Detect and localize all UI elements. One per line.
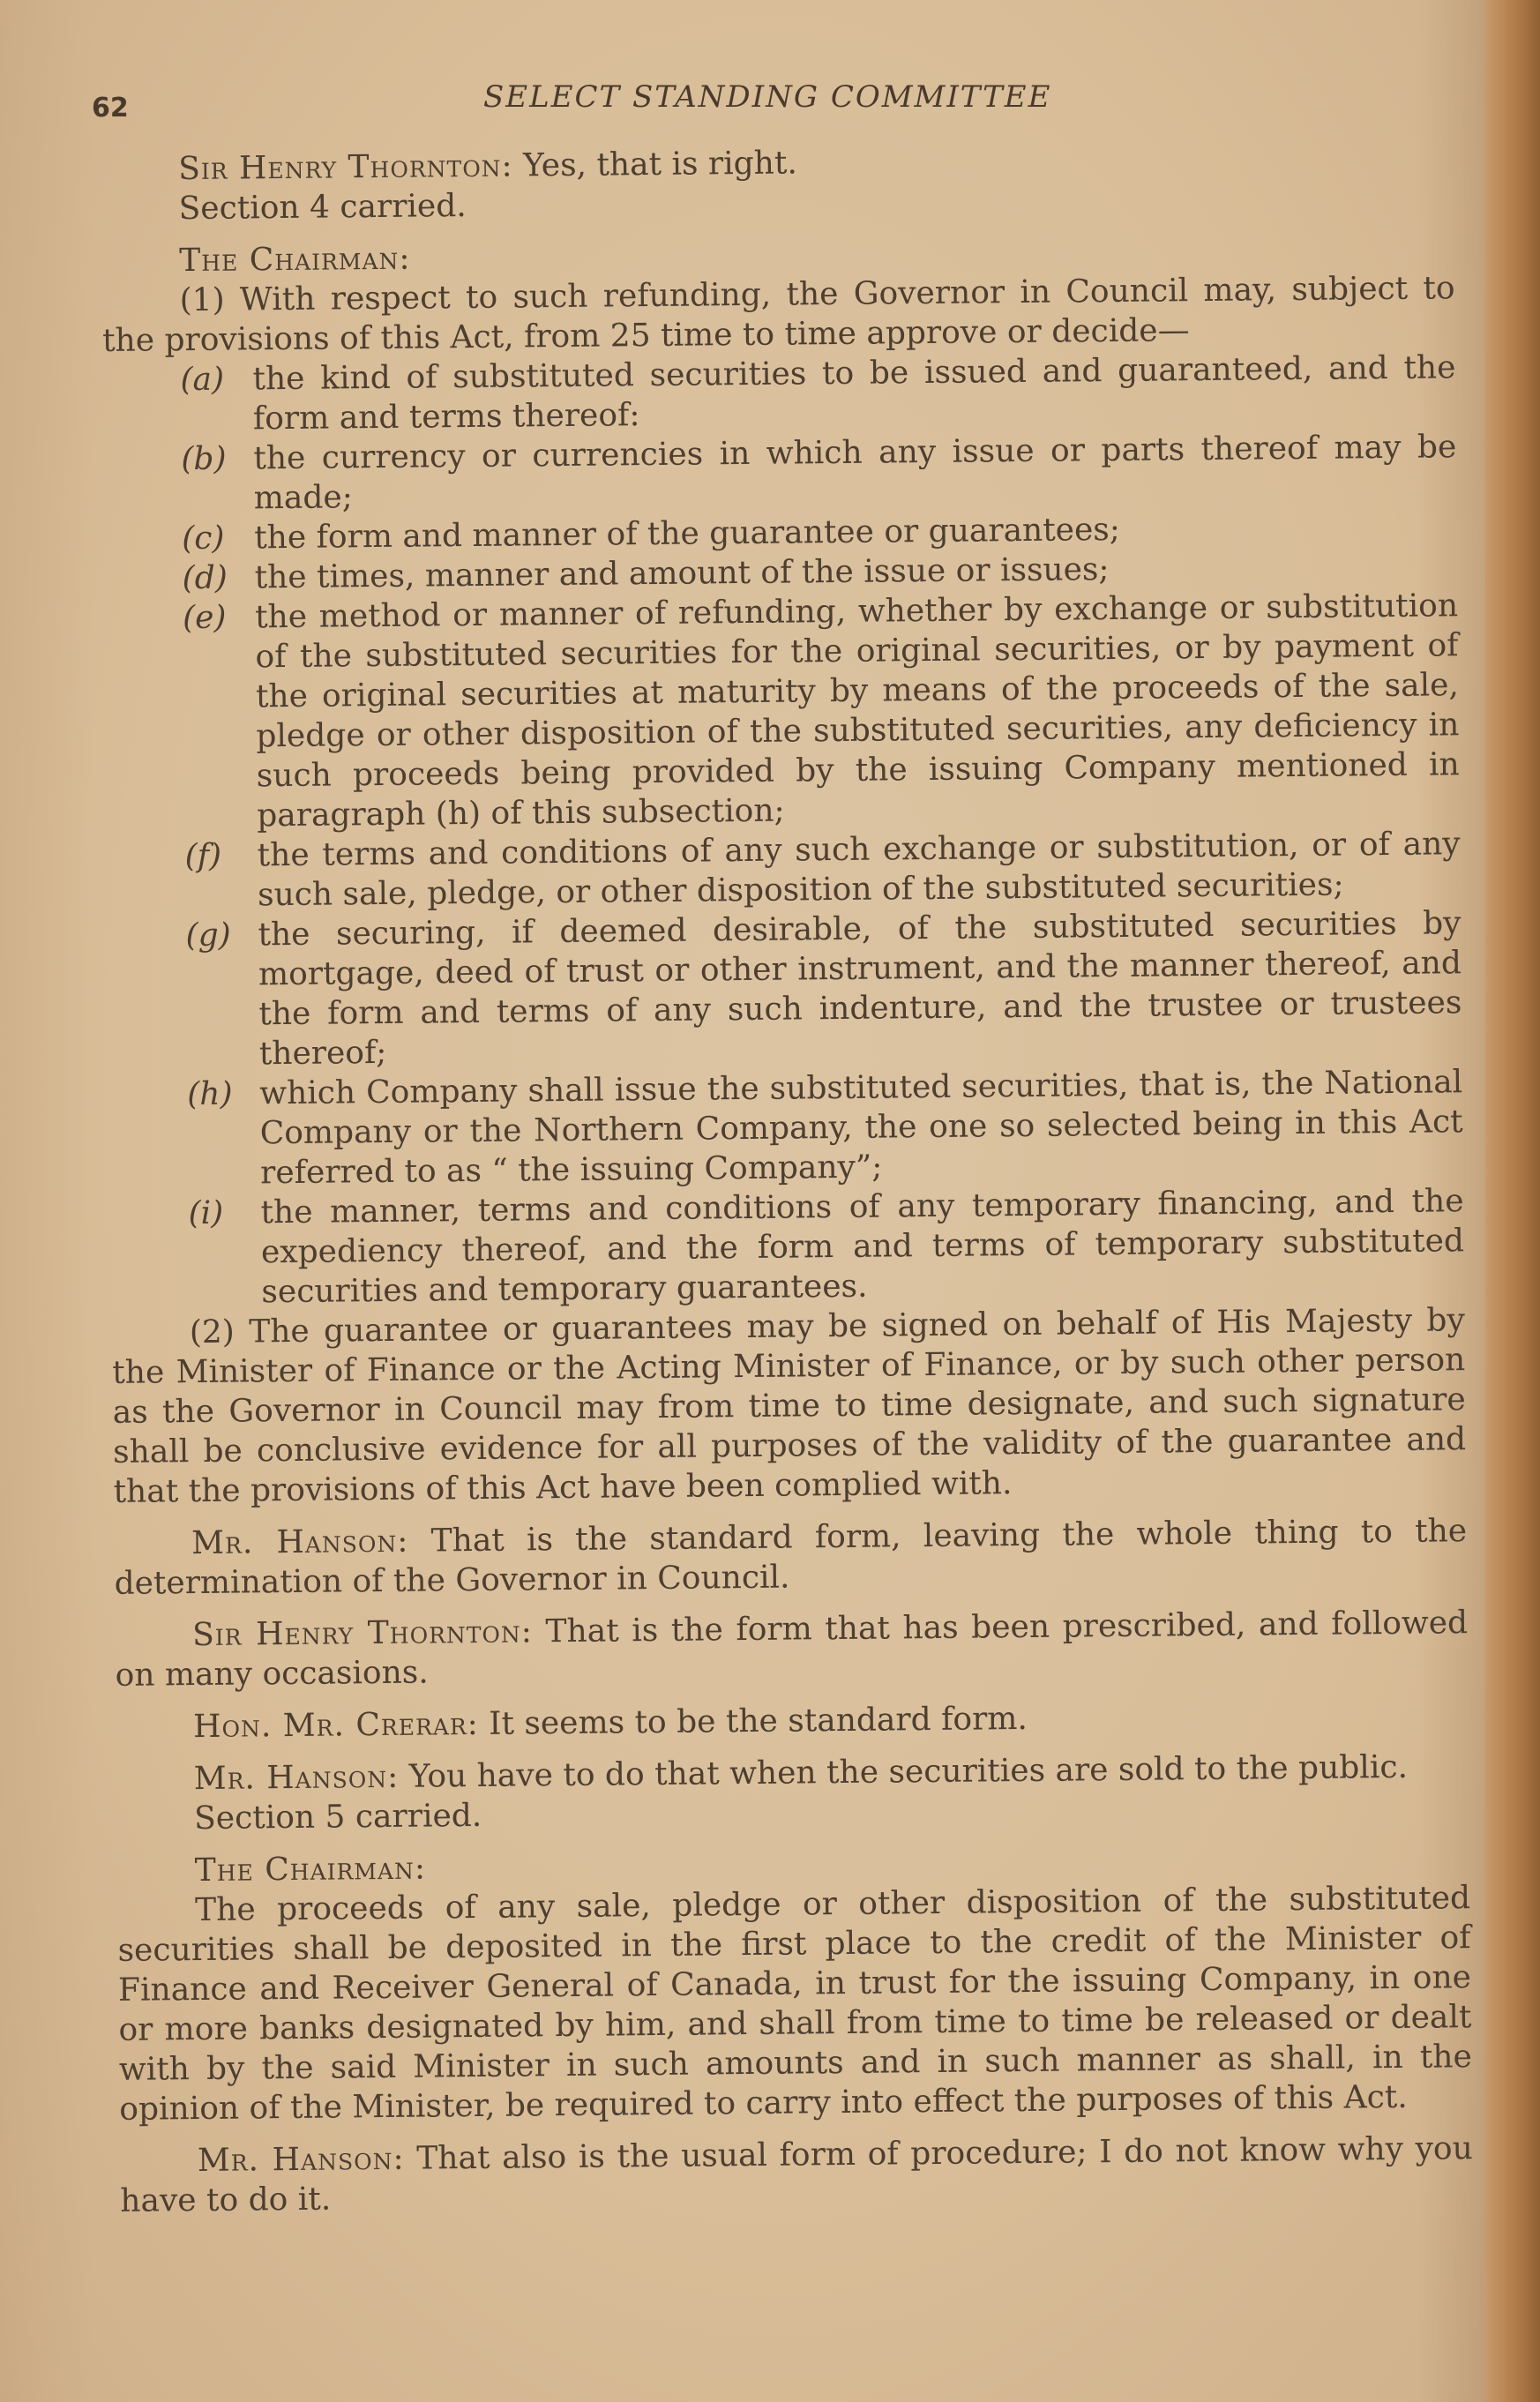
- speech-hanson-3: [120, 2129, 1474, 2221]
- page-number: 62: [92, 93, 129, 123]
- motion-section-4: Section 4 carried.: [178, 188, 467, 228]
- item-text: which Company shall issue the substituted securities, that is, the National Company or the Northern Company, the one so selected being in this Act referred to as “ the issuing Company”;: [259, 1064, 1463, 1192]
- clause-2: (2) The guarantee or guarantees may be signed on behalf of His Majesty by the Minister of Finance or the Acting Minister of Finance, or by such other person as the Governor in Council may from time to time designate, and such signature shall be conclusive evidence for all purposes of the validity of the guarantee and that the provisions of this Act have been complied with.: [112, 1302, 1467, 1510]
- item-label: (c): [182, 520, 225, 557]
- item-label: (g): [185, 917, 231, 954]
- item-label: (f): [184, 837, 222, 875]
- speech-crerar: [116, 1695, 1469, 1747]
- speaker-label: Hon. Mr. Crerar:: [192, 1705, 480, 1746]
- item-label: (d): [182, 559, 228, 597]
- clause-1: (1) With respect to such refunding, the Governor in Council may, subject to the provisions of this Act, from 25 time to time approve or decide—: [101, 270, 1455, 359]
- item-text: the terms and conditions of any such exchange or substitution, or of any such sale, pledge, or other disposition of the substituted securities;: [257, 826, 1461, 914]
- item-label: (h): [187, 1075, 233, 1113]
- item-text: the times, manner and amount of the issue or issues;: [254, 551, 1110, 596]
- speech-hanson-1: [114, 1511, 1468, 1604]
- item-label: (b): [181, 440, 227, 478]
- speaker-label: Mr. Hanson:: [191, 1523, 409, 1562]
- speech-text: That is the form that has been prescribed, and followed on many occasions.: [115, 1605, 1469, 1694]
- speech-text: Yes, that is right.: [522, 145, 797, 184]
- speaker-heading-chairman-2: The Chairman:: [194, 1850, 427, 1889]
- item-label: (i): [188, 1194, 224, 1232]
- speech-text: That also is the usual form of procedure; I do not know why you have to do it.: [120, 2130, 1474, 2219]
- speech-text: It seems to be the standard form.: [489, 1700, 1028, 1742]
- motion-section-5: Section 5 carried.: [193, 1797, 482, 1837]
- page-edge-shadow: [1485, 0, 1540, 2402]
- item-text: the manner, terms and conditions of any temporary financing, and the expediency thereof, and the form and terms of temporary substituted securities and temporary guarantees.: [260, 1183, 1465, 1311]
- speech-thornton-2: [115, 1603, 1469, 1695]
- clause-item-e: [183, 586, 1461, 836]
- item-label: (e): [182, 599, 227, 637]
- clause-item-i: [188, 1181, 1464, 1313]
- clause-item-b: [181, 427, 1457, 519]
- speaker-label: Mr. Hanson:: [193, 1758, 400, 1798]
- speaker-label: Mr. Hanson:: [197, 2140, 405, 2180]
- clause-item-h: [187, 1062, 1463, 1194]
- speaker-heading-chairman-1: The Chairman:: [179, 240, 411, 280]
- item-text: the method or manner of refunding, whether by exchange or substitution of the substituted securities for the original securities, or by payment of the original securities at maturity by means of the proceeds of the sale, pledge or other disposition of the substituted securities, any deficiency in such proceeds being provided by the issuing Company mentioned in paragraph (h) of this subsection;: [254, 587, 1460, 834]
- clause-item-g: [185, 903, 1462, 1074]
- clause-item-f: [184, 824, 1461, 916]
- item-text: the securing, if deemed desirable, of the substituted securities by mortgage, deed of trust or other instrument, and the manner thereof, and the form and terms of any such indenture, and the trustee or trustees thereof;: [258, 905, 1462, 1073]
- speaker-label: Sir Henry Thornton:: [191, 1613, 534, 1654]
- item-text: the currency or currencies in which any issue or parts thereof may be made;: [253, 429, 1457, 517]
- item-label: (a): [180, 361, 225, 399]
- speaker-label: Sir Henry Thornton:: [178, 147, 513, 188]
- running-head: SELECT STANDING COMMITTEE: [483, 79, 1052, 115]
- clause-proceeds: The proceeds of any sale, pledge or other disposition of the substituted securities shall be deposited in the first place to the credit of the Minister of Finance and Receiver General of Canada, in trust for the issuing Company, in one or more banks designated by him, and shall from time to time be released or dealt with by the said Minister in such amounts and in such manner as shall, in the opinion of the Minister, be required to carry into effect the purposes of this Act.: [117, 1880, 1473, 2128]
- item-text: the form and manner of the guarantee or guarantees;: [254, 511, 1121, 557]
- item-text: the kind of substituted securities to be issued and guaranteed, and the form and terms thereof:: [252, 349, 1456, 438]
- document-body: [101, 137, 1473, 2221]
- clause-item-a: [180, 348, 1456, 439]
- speech-text: That is the standard form, leaving the whole thing to the determination of the Governor in Council.: [114, 1513, 1468, 1602]
- speech-text: You have to do that when the securities are sold to the public.: [408, 1748, 1409, 1795]
